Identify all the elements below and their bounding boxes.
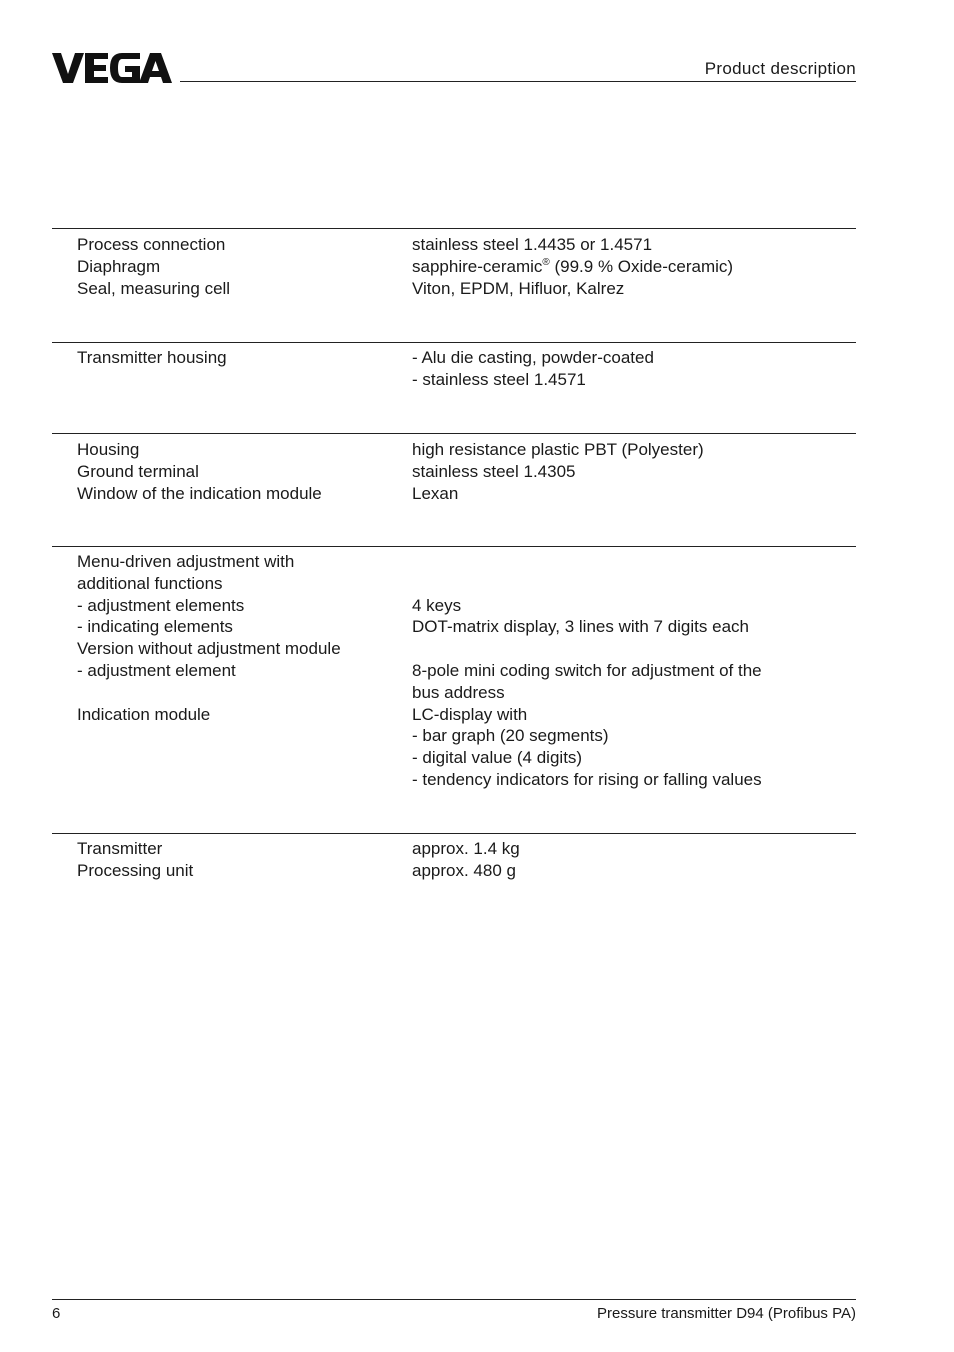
spec-value: stainless steel 1.4435 or 1.4571	[412, 235, 653, 254]
spec-row	[52, 682, 856, 704]
spec-label	[52, 747, 412, 769]
spec-label: Housing	[77, 440, 140, 459]
spec-label	[52, 682, 412, 704]
spec-label: Seal, measuring cell	[77, 278, 231, 298]
spec-value: - stainless steel 1.4571	[412, 369, 586, 389]
spec-value: 4 keys	[412, 595, 462, 615]
spec-value: Viton, EPDM, Hifluor, Kalrez	[412, 278, 625, 298]
spec-label: Indication module	[77, 704, 211, 724]
spec-value: approx. 480 g	[412, 860, 516, 880]
spec-row	[52, 347, 856, 369]
spec-label: - adjustment elements	[77, 595, 245, 615]
spec-value: approx. 1.4 kg	[412, 839, 520, 858]
spec-row	[52, 256, 856, 278]
spec-label: Transmitter housing	[77, 348, 227, 367]
spec-label: Version without adjustment module	[77, 639, 341, 659]
spec-value: Lexan	[412, 483, 459, 503]
spec-label: Diaphragm	[77, 256, 161, 276]
spec-row	[52, 838, 856, 860]
spec-value: 8-pole mini coding switch for adjustment of the	[412, 660, 762, 680]
weight-section	[52, 833, 856, 882]
spec-row	[52, 369, 856, 391]
spec-value: high resistance plastic PBT (Polyester)	[412, 440, 704, 459]
spec-row	[52, 483, 856, 505]
spec-value: - Alu die casting, powder-coated	[412, 348, 654, 367]
spec-row	[52, 660, 856, 682]
processing-unit-section	[52, 433, 856, 504]
spec-row	[52, 573, 856, 595]
spec-value: sapphire-ceramic® (99.9 % Oxide-ceramic)	[412, 256, 734, 276]
spec-row	[52, 595, 856, 617]
spec-value: LC-display with	[412, 704, 528, 724]
spec-value: - bar graph (20 segments)	[412, 726, 609, 746]
page-number: 6	[52, 1305, 61, 1322]
spec-label: Process connection	[77, 235, 226, 254]
spec-row	[52, 638, 856, 660]
spec-label: additional functions	[77, 573, 223, 593]
spec-row	[52, 704, 856, 726]
spec-row	[52, 725, 856, 747]
spec-label: Window of the indication module	[77, 483, 322, 503]
vega-logo	[52, 52, 172, 84]
spec-row	[52, 461, 856, 483]
spec-row	[52, 551, 856, 573]
footer-rule	[52, 1299, 856, 1300]
spec-value: DOT-matrix display, 3 lines with 7 digits each	[412, 617, 749, 637]
materials-section	[52, 228, 856, 299]
spec-value: - digital value (4 digits)	[412, 748, 583, 768]
header-rule	[180, 81, 856, 82]
housing-section	[52, 342, 856, 391]
adjustment-section	[52, 546, 856, 791]
spec-label: Processing unit	[77, 860, 194, 880]
spec-label: - indicating elements	[77, 617, 233, 637]
spec-label: - adjustment element	[77, 660, 236, 680]
document-title: Pressure transmitter D94 (Profibus PA)	[597, 1305, 856, 1322]
spec-row	[52, 616, 856, 638]
spec-row	[52, 769, 856, 791]
spec-value: stainless steel 1.4305	[412, 461, 576, 481]
spec-label: Menu-driven adjustment with	[77, 552, 295, 571]
spec-value: bus address	[412, 682, 505, 702]
spec-row	[52, 747, 856, 769]
spec-value: - tendency indicators for rising or falling values	[412, 769, 762, 789]
spec-label: Ground terminal	[77, 461, 199, 481]
section-title: Product description	[704, 59, 856, 78]
spec-row	[52, 234, 856, 256]
spec-label	[52, 725, 412, 747]
spec-label	[52, 769, 412, 791]
spec-row	[52, 439, 856, 461]
spec-label	[52, 369, 412, 391]
spec-label: Transmitter	[77, 839, 163, 858]
spec-row	[52, 860, 856, 882]
registered-mark: ®	[542, 256, 550, 268]
spec-row	[52, 278, 856, 300]
